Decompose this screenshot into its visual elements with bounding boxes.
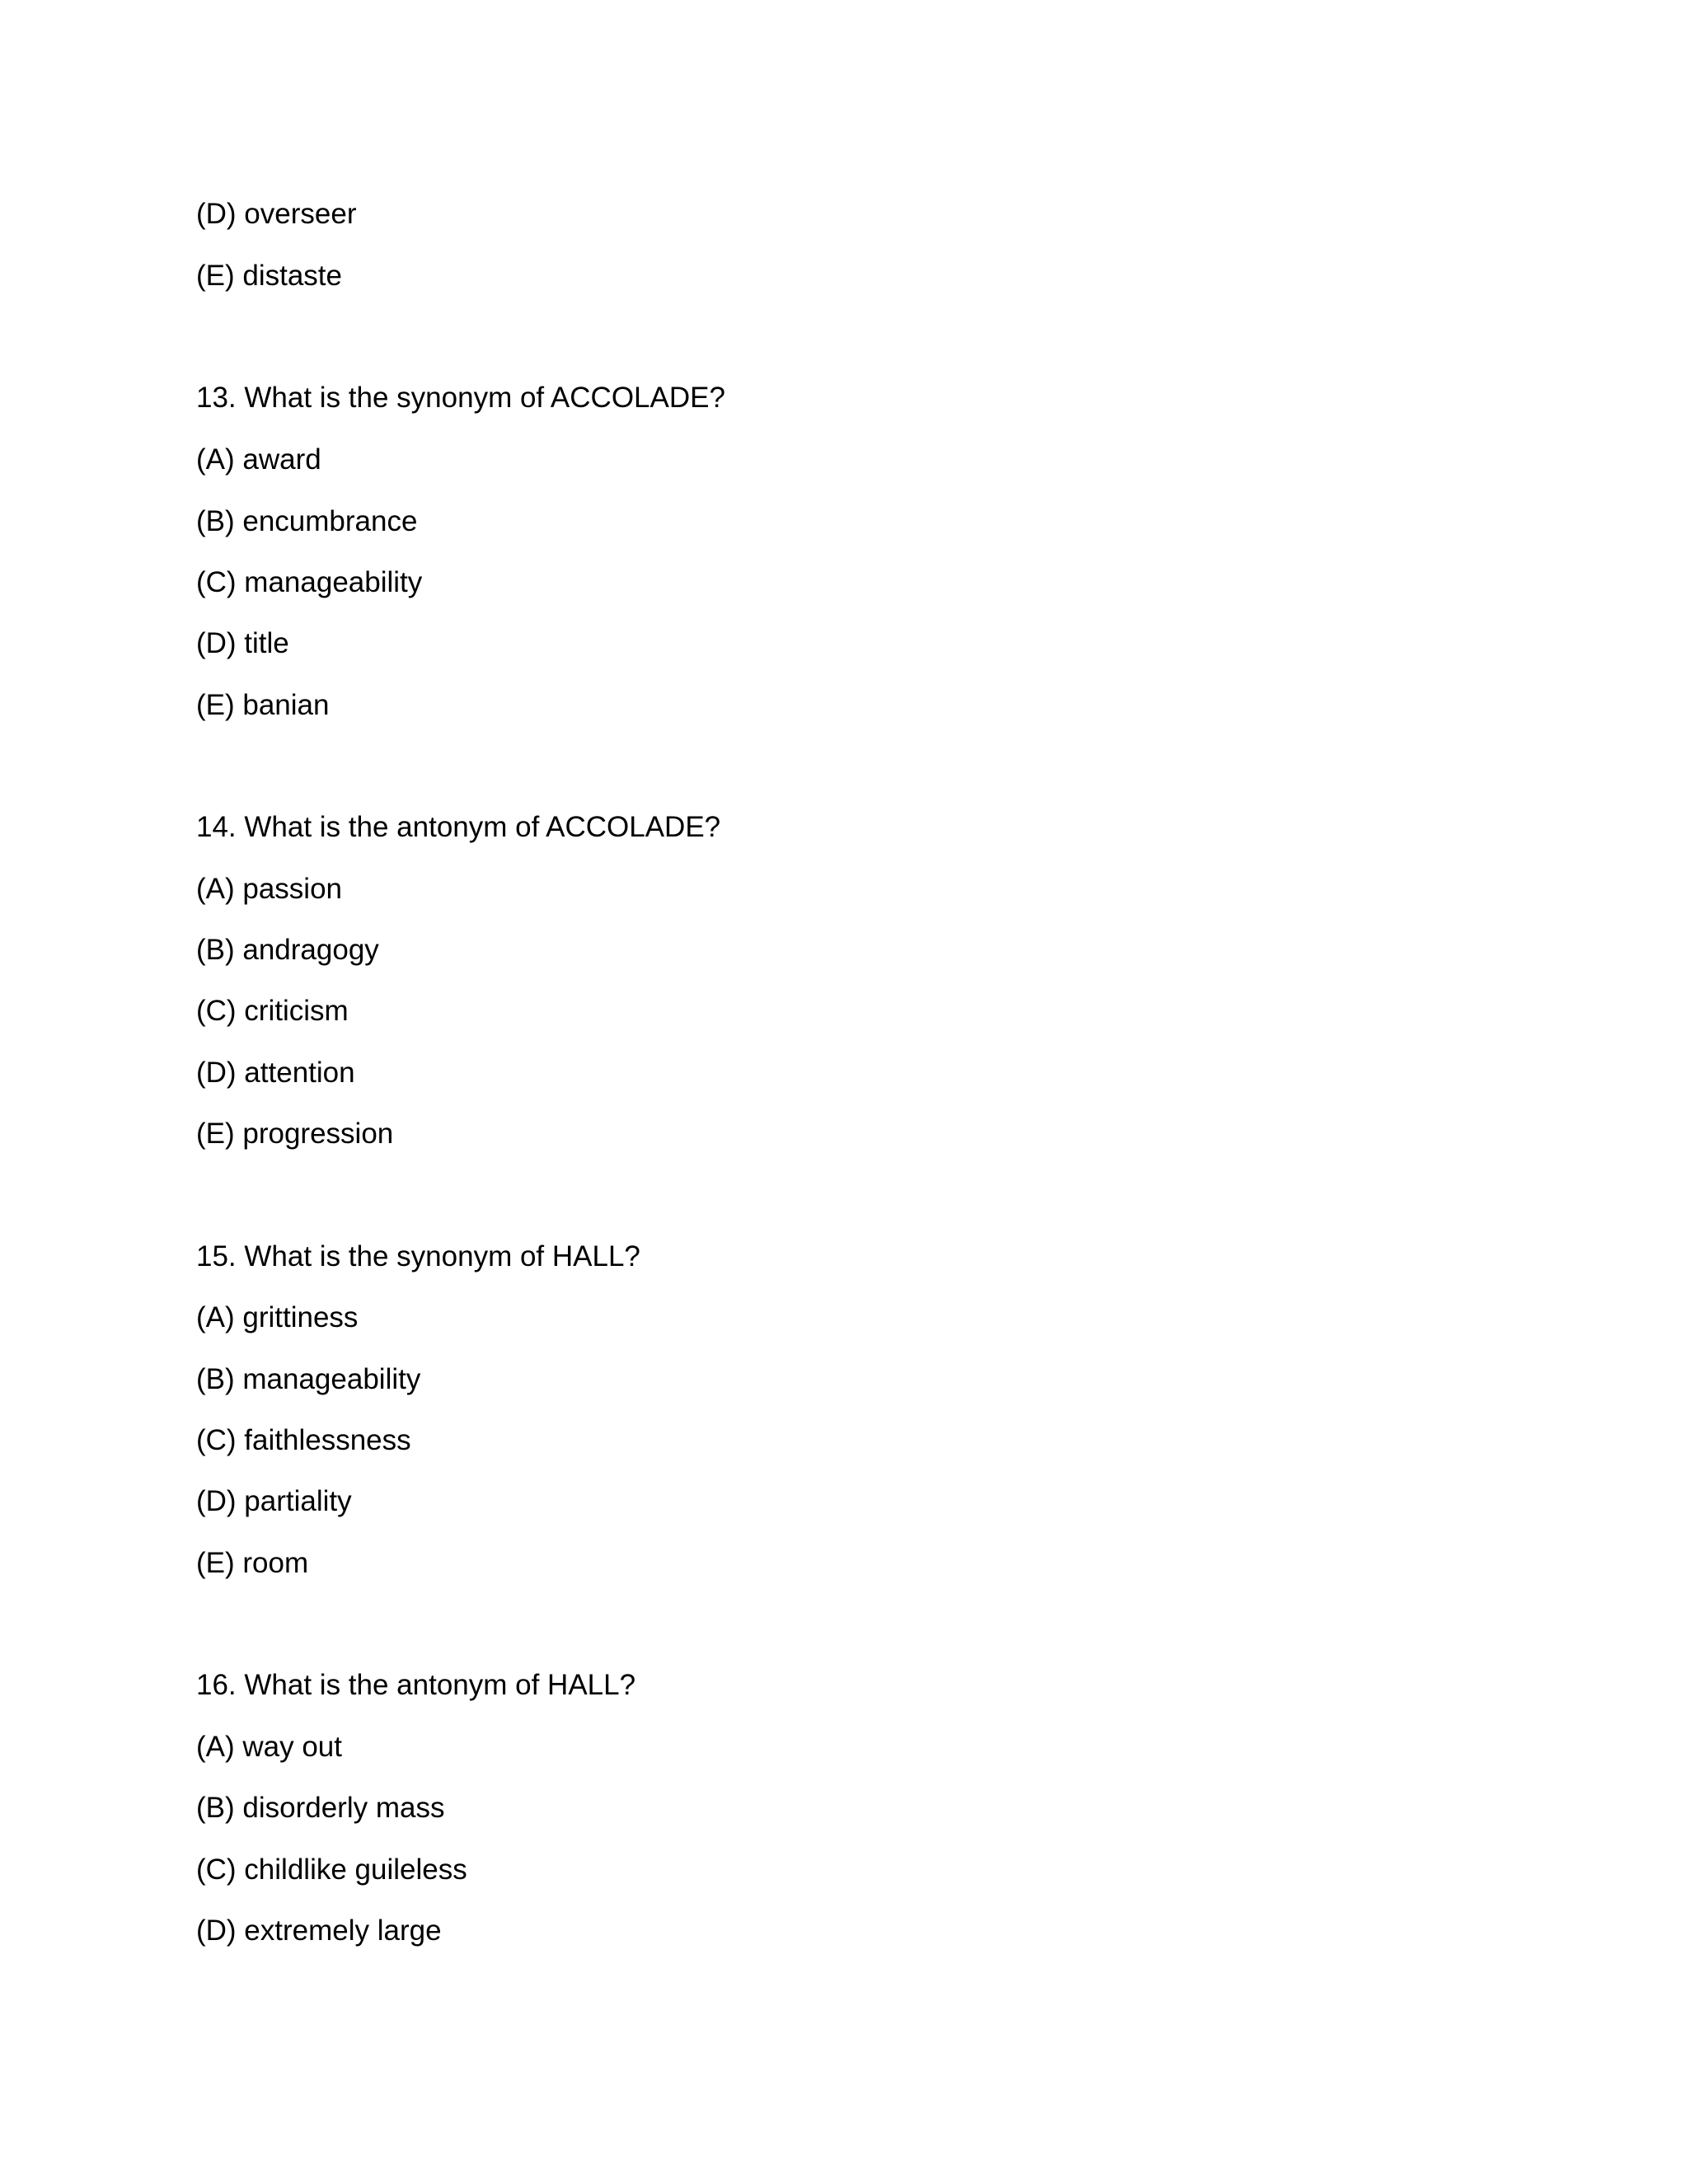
option-c: (C) manageability [196,566,423,598]
question-prompt: 16. What is the antonym of HALL? [196,1669,636,1701]
option-c: (C) childlike guileless [196,1854,467,1886]
option-b: (B) manageability [196,1363,421,1395]
option-a: (A) passion [196,873,343,905]
option-a: (A) grittiness [196,1301,359,1333]
option-e: (E) progression [196,1118,394,1150]
option-b: (B) encumbrance [196,505,418,537]
option-a: (A) way out [196,1731,342,1763]
option-d: (D) partiality [196,1485,352,1517]
option-a: (A) award [196,443,321,476]
option-b: (B) disorderly mass [196,1792,445,1824]
option-e: (E) distaste [196,260,342,292]
option-d: (D) extremely large [196,1915,442,1947]
question-prompt: 14. What is the antonym of ACCOLADE? [196,811,721,843]
option-b: (B) andragogy [196,934,379,966]
option-d: (D) overseer [196,198,357,230]
option-d: (D) title [196,627,289,659]
question-prompt: 15. What is the synonym of HALL? [196,1240,640,1272]
option-e: (E) room [196,1547,309,1579]
option-c: (C) faithlessness [196,1424,411,1456]
question-prompt: 13. What is the synonym of ACCOLADE? [196,382,725,414]
option-d: (D) attention [196,1057,355,1089]
option-e: (E) banian [196,689,330,721]
option-c: (C) criticism [196,995,349,1027]
